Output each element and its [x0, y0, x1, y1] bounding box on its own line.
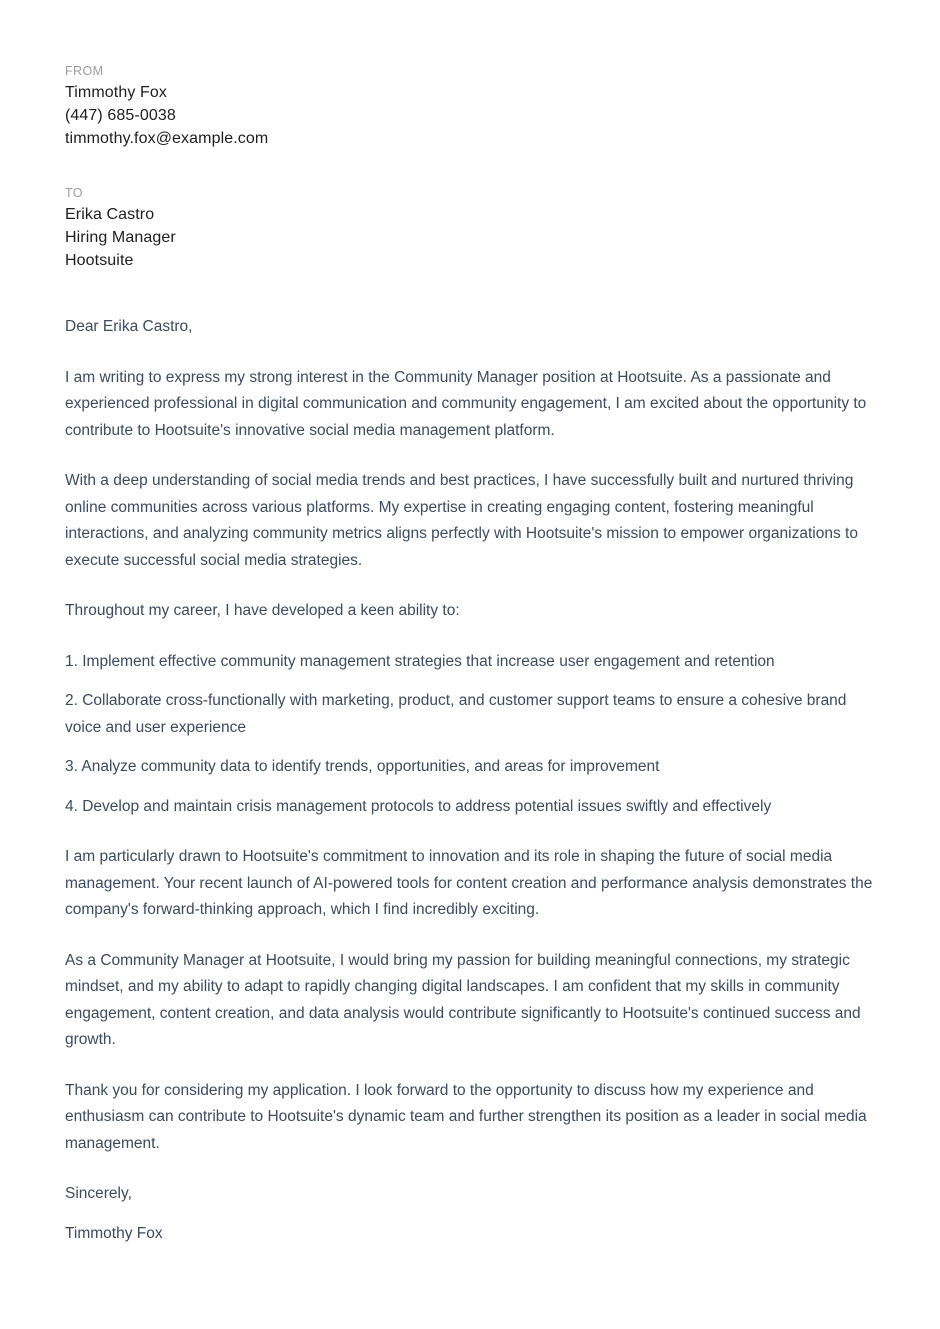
from-label: FROM — [65, 64, 104, 78]
abilities-list — [65, 649, 877, 821]
paragraph-innovation: I am particularly drawn to Hootsuite's commitment to innovation and its role in shaping the future of social media management. Your recent launch of AI-powered tools for content creation and performance analysis demonstrates the company's forward-thinking approach, which I find incredibly exciting. — [65, 848, 873, 918]
list-item-1: 1. Implement effective community management strategies that increase user engagement and retention — [65, 652, 775, 670]
signature-name: Timmothy Fox — [65, 1224, 163, 1242]
to-label: TO — [65, 186, 83, 200]
sender-name: Timmothy Fox — [65, 84, 167, 101]
letter-body — [65, 314, 877, 1247]
sender-email: timmothy.fox@example.com — [65, 130, 269, 147]
paragraph-fit: As a Community Manager at Hootsuite, I would bring my passion for building meaningful connections, my strategic mindset, and my ability to adapt to rapidly changing digital landscapes. I am confident that my skills in community engagement, content creation, and data analysis would contribute significantly to Hootsuite's continued success and growth. — [65, 951, 861, 1048]
to-block — [65, 186, 910, 272]
from-block — [65, 64, 910, 150]
sender-phone: (447) 685-0038 — [65, 107, 176, 124]
paragraph-abilities-lead: Throughout my career, I have developed a keen ability to: — [65, 602, 460, 619]
paragraph-intro: I am writing to express my strong interest in the Community Manager position at Hootsuite. As a passionate and experienced professional in digital communication and community engagement, I am excited about the opportunity to contribute to Hootsuite's innovative social media management platform. — [65, 368, 867, 439]
letter-header — [65, 64, 910, 272]
recipient-title: Hiring Manager — [65, 229, 176, 246]
list-item-3: 3. Analyze community data to identify trends, opportunities, and areas for improvement — [65, 758, 660, 775]
recipient-name: Erika Castro — [65, 206, 155, 223]
signoff: Sincerely, — [65, 1185, 132, 1202]
recipient-company: Hootsuite — [65, 252, 134, 269]
paragraph-thanks: Thank you for considering my application. I look forward to the opportunity to discuss how my experience and enthusiasm can contribute to Hootsuite's dynamic team and further strengthen its position as a leader in social media management. — [65, 1081, 867, 1152]
paragraph-experience: With a deep understanding of social media trends and best practices, I have successfully built and nurtured thriving online communities across various platforms. My expertise in creating engaging content, fostering meaningful interactions, and analyzing community metrics aligns perfectly with Hootsuite's mission to empower organizations to execute successful social media strategies. — [65, 472, 858, 569]
list-item-2: 2. Collaborate cross-functionally with marketing, product, and customer support teams to ensure a cohesive brand voice and user experience — [65, 692, 847, 736]
salutation: Dear Erika Castro, — [65, 318, 193, 335]
list-item-4: 4. Develop and maintain crisis management protocols to address potential issues swiftly and effectively — [65, 797, 772, 815]
